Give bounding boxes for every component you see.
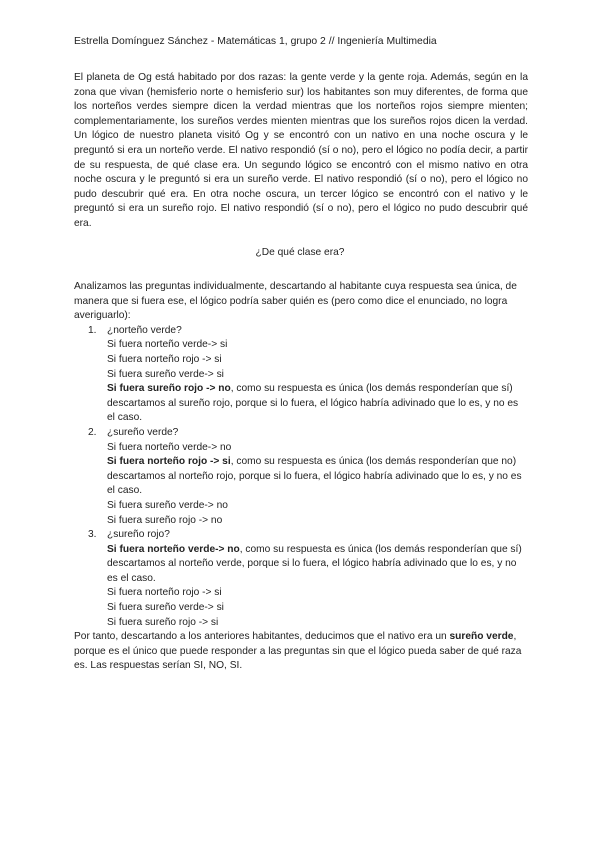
unique-case-explanation: , como su respuesta es única (los demás responderían que sí) descartamos al sureño rojo, porque si lo fuera, el lógico habría adivinado que lo es, y no es el caso. [107, 383, 519, 424]
case-line: Si fuera sureño verde-> si [107, 368, 224, 380]
case-line: Si fuera sureño rojo -> si [107, 616, 219, 628]
problem-question: ¿De qué clase era? [255, 247, 345, 258]
conclusion-text: Por tanto, descartando a los anteriores habitantes, deducimos que el nativo era un [74, 631, 450, 643]
unique-case-explanation: , como su respuesta es única (los demás responderían que no) descartamos al norteño rojo, porque si lo fuera, el lógico habría adivinado que lo es, y no es el caso. [107, 456, 522, 497]
problem-statement: El planeta de Og está habitado por dos razas: la gente verde y la gente roja. Además, según en la zona que vivan (hemisferio norte o hemisferio sur) los habitantes son muy diferentes, de forma que los norteños verdes siempre dicen la verdad mientras que los norteños rojos siempre mienten; complementariamente, los sureños verdes mienten mientras que los sureños rojos dicen la verdad. Un lógico de nuestro planeta visitó Og y se encontró con un nativo en una noche oscura y le preguntó si era un norteño verde. El nativo respondió (sí o no), pero el lógico no podía decir, a partir de su respuesta, de qué clase era. Un segundo lógico se encontró con el mismo nativo en otra noche oscura y le preguntó si era un sureño verde. El nativo respondió (sí o no), pero el lógico no pudo descubrir qué era. En otra noche oscura, un tercer lógico se encontró con el nativo y le preguntó si era un sureño rojo. El nativo respondió (sí o no), pero el lógico no pudo descubrir qué era. [74, 72, 528, 229]
item-number: 1. [88, 324, 97, 336]
item-title: ¿sureño rojo? [107, 529, 170, 541]
case-line: Si fuera sureño rojo -> no [107, 514, 223, 526]
case-line: Si fuera norteño rojo -> si [107, 353, 222, 365]
case-line: Si fuera sureño verde-> no [107, 499, 228, 511]
case-line: Si fuera norteño verde-> no [107, 441, 232, 453]
unique-case [107, 455, 528, 499]
unique-case [107, 382, 528, 426]
unique-case-label: Si fuera norteño rojo -> si [107, 456, 231, 468]
unique-case-label: Si fuera sureño rojo -> no [107, 383, 231, 395]
case-line: Si fuera norteño rojo -> si [107, 587, 222, 599]
question-item-3 [74, 528, 528, 630]
item-number: 3. [88, 529, 97, 541]
item-title: ¿sureño verde? [107, 426, 179, 438]
conclusion-text-end: , porque es el único que puede responder a las preguntas sin que el lógico pueda saber de qué raza es. Las respuestas serían SI, NO, SI. [74, 631, 522, 672]
analysis-section [74, 280, 528, 674]
item-title: ¿norteño verde? [107, 324, 182, 336]
item-number: 2. [88, 426, 97, 438]
analysis-intro: Analizamos las preguntas individualmente, descartando al habitante cuya respuesta sea única, de manera que si fuera ese, el lógico podría saber quién es (pero como dice el enunciado, no logra averiguarlo): [74, 281, 517, 322]
question-list [74, 324, 528, 630]
unique-case-label: Si fuera norteño verde-> no [107, 543, 240, 555]
question-item-1 [74, 324, 528, 426]
unique-case-explanation: , como su respuesta es única (los demás responderían que sí) descartamos al norteño verde, porque si lo fuera, el lógico habría adivinado que lo es, y no es el caso. [107, 543, 522, 584]
case-line: Si fuera sureño verde-> si [107, 602, 224, 614]
conclusion-paragraph [74, 630, 528, 674]
document-header: Estrella Domínguez Sánchez - Matemáticas 1, grupo 2 // Ingeniería Multimedia [74, 36, 437, 47]
case-line: Si fuera norteño verde-> si [107, 339, 228, 351]
question-item-2 [74, 426, 528, 528]
unique-case [107, 543, 528, 587]
conclusion-answer: sureño verde [449, 631, 514, 643]
